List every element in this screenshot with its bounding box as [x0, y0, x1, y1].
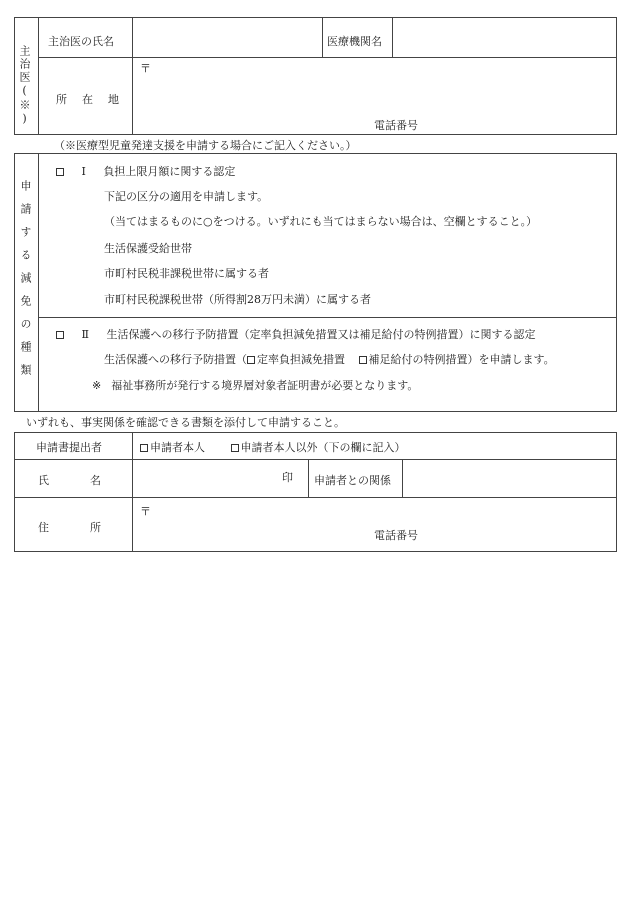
submitter-other-label: 申請者本人以外（下の欄に記入）: [240, 441, 406, 454]
section2-note: [92, 380, 418, 391]
relation-left-divider: [308, 459, 309, 497]
submitter-phone-label: 電話番号: [374, 529, 418, 542]
submitter-self-label: 申請者本人: [150, 441, 205, 454]
doctor-note: （※医療型児童発達支援を申請する場合にご記入ください。）: [54, 139, 357, 152]
section1-header: [56, 166, 235, 177]
submitter-row2-divider: [14, 497, 617, 498]
institution-left-divider: [322, 17, 323, 57]
section1-checkbox[interactable]: [56, 168, 64, 176]
section1-option-3[interactable]: 市町村民税課税世帯（所得割28万円未満）に属する者: [104, 293, 371, 306]
section2-note-mark: ※: [92, 379, 102, 392]
institution-input[interactable]: [394, 20, 614, 55]
seal-mark: 印: [282, 471, 293, 484]
submitter-postal-mark: 〒: [140, 505, 151, 518]
section1-option-1[interactable]: 生活保護受給世帯: [104, 242, 192, 255]
institution-label: 医療機関名: [327, 35, 382, 48]
institution-right-divider: [392, 17, 393, 57]
section2-line1-text: 生活保護への移行予防措置（: [104, 353, 247, 366]
doctor-phone-label: 電話番号: [374, 119, 418, 132]
relation-label: 申請者との関係: [314, 474, 391, 487]
section1-line1: 下記の区分の適用を申請します。: [104, 190, 269, 203]
submitter-phone-input[interactable]: [424, 526, 614, 548]
reduction-section-divider: [38, 317, 617, 318]
relation-input[interactable]: [404, 462, 614, 495]
doctor-side-divider: [38, 17, 39, 135]
doctor-phone-input[interactable]: [424, 115, 614, 133]
doctor-address-label: 所 在 地: [56, 93, 121, 106]
doctor-label-divider: [132, 17, 133, 135]
doctor-row-divider: [38, 57, 617, 58]
reduction-side-label: 申請する減免の種類: [19, 180, 32, 387]
section2-checkbox[interactable]: [56, 331, 64, 339]
section2-roman: Ⅱ: [81, 328, 89, 341]
section2-option-a: 定率負担減免措置: [257, 353, 345, 366]
reduction-side-divider: [38, 153, 39, 412]
section2-option-b: 補足給付の特例措置）を申請します。: [368, 353, 555, 366]
doctor-side-label: 主治医(※): [18, 45, 31, 127]
section1-line2: （当てはまるものに○をつける。いずれにも当てはまらない場合は、空欄とすること。）: [104, 215, 538, 228]
submitter-address-input[interactable]: [154, 502, 614, 524]
submitter-row1-divider: [14, 459, 617, 460]
relation-right-divider: [402, 459, 403, 497]
submitter-label-divider: [132, 432, 133, 552]
section2-option-a-checkbox[interactable]: [247, 356, 255, 364]
doctor-address-input[interactable]: [154, 60, 614, 110]
submitter-address-label: 住 所: [38, 521, 103, 534]
section2-note-text: 福祉事務所が発行する境界層対象者証明書が必要となります。: [111, 379, 419, 392]
submitter-name-label: 氏 名: [38, 474, 103, 487]
section2-title: 生活保護への移行予防措置（定率負担減免措置又は補足給付の特例措置）に関する認定: [106, 328, 536, 341]
reduction-footer-note: いずれも、事実関係を確認できる書類を添付して申請すること。: [26, 416, 345, 429]
section1-title: 負担上限月額に関する認定: [103, 165, 236, 178]
section1-roman: Ⅰ: [81, 165, 86, 178]
submitter-name-input[interactable]: [134, 462, 274, 495]
submitter-self-checkbox[interactable]: [140, 444, 148, 452]
section2-line1: [104, 354, 555, 365]
doctor-name-label: 主治医の氏名: [48, 35, 114, 48]
doctor-name-input[interactable]: [134, 20, 320, 55]
submitter-label: 申請書提出者: [36, 441, 102, 454]
section2-option-b-checkbox[interactable]: [359, 356, 367, 364]
doctor-postal-mark: 〒: [140, 62, 151, 75]
submitter-other-checkbox[interactable]: [231, 444, 239, 452]
submitter-options: [140, 442, 406, 453]
section1-option-2[interactable]: 市町村民税非課税世帯に属する者: [104, 267, 269, 280]
section2-header: [56, 329, 535, 340]
